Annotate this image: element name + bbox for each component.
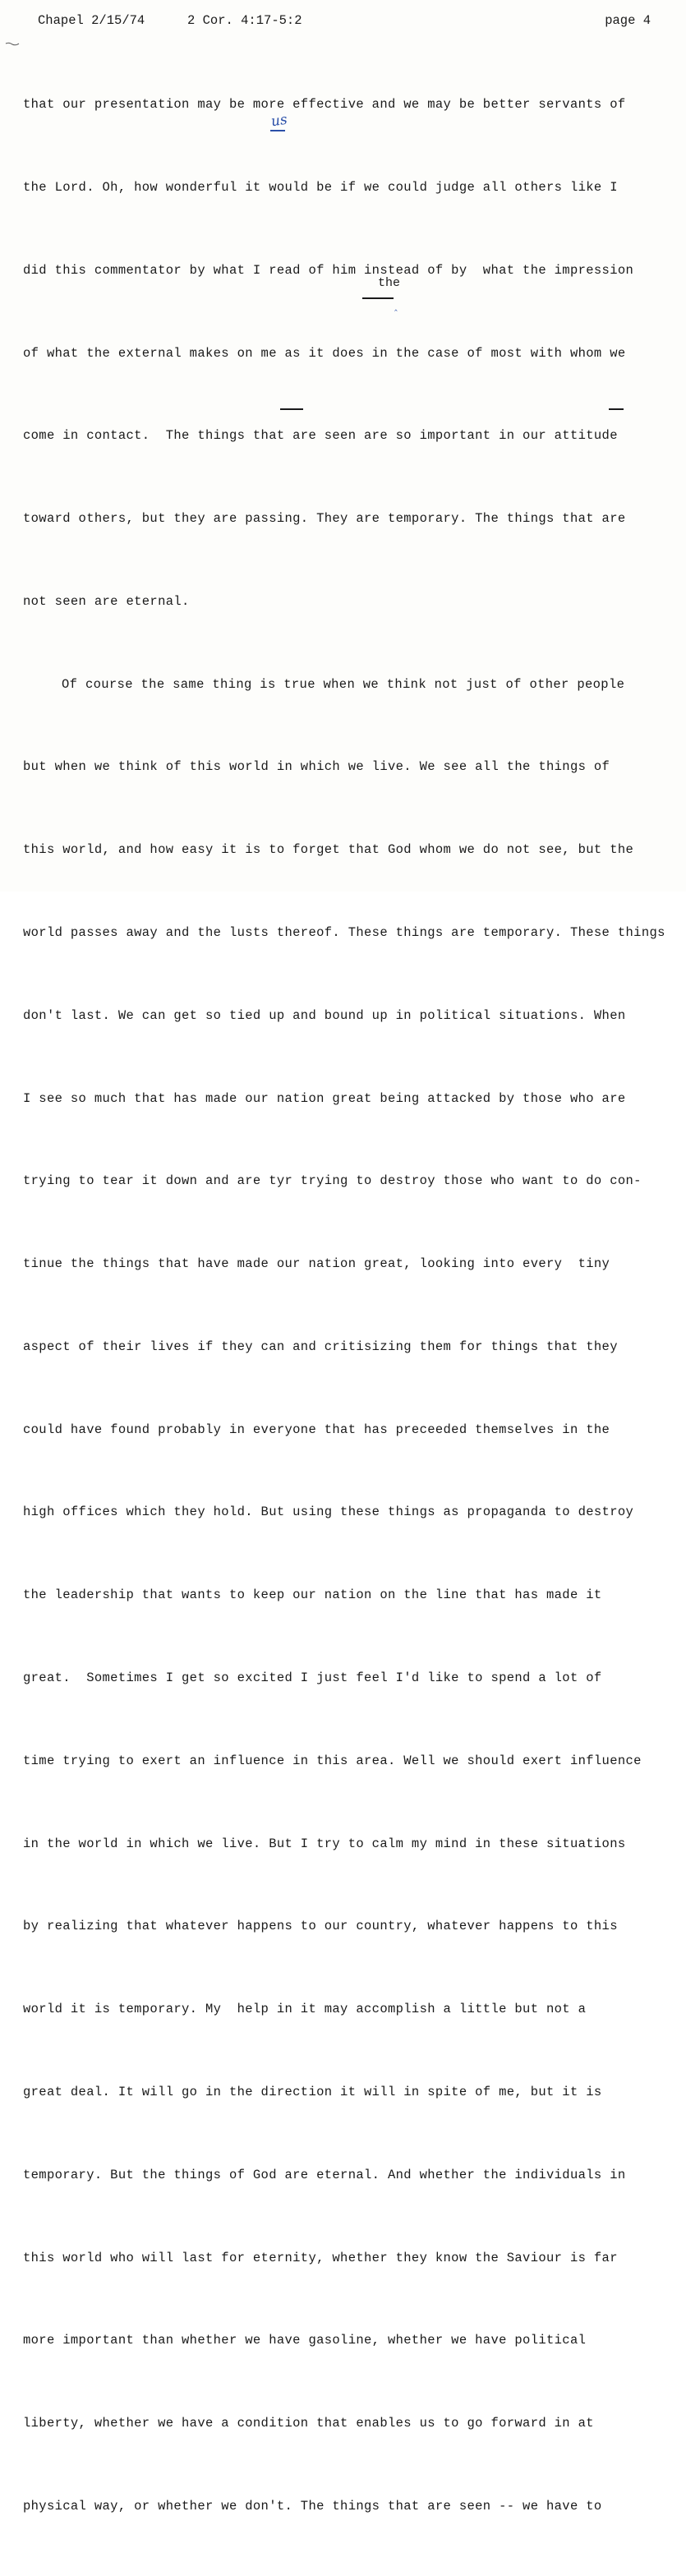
text-line: more important than whether we have gasoline, whether we have political [23, 2333, 587, 2348]
text-line: great deal. It will go in the direction it will in spite of me, but it is [23, 2084, 602, 2099]
text-line: world passes away and the lusts thereof. These things are temporary. These things [23, 925, 665, 940]
text-line: come in contact. The things that are seen are so important in our attitude [23, 428, 618, 444]
margin-mark-icon [5, 41, 20, 48]
header-scripture-reference: 2 Cor. 4:17-5:2 [187, 13, 302, 28]
text-line: of what the external makes on me as it does in the case of most with whom we [23, 345, 626, 361]
header-chapel-date: Chapel 2/15/74 [38, 13, 145, 28]
text-line: that our presentation may be more effective and we may be better servants of [23, 97, 626, 113]
text-line: liberty, whether we have a condition that enables us to go forward in at [23, 2416, 594, 2431]
text-line: the leadership that wants to keep our nation on the line that has made it [23, 1588, 602, 1603]
text-line: I see so much that has made our nation great being attacked by those who are [23, 1090, 626, 1106]
strike-do [609, 408, 624, 410]
text-line: this world who will last for eternity, whether they know the Saviour is far [23, 2250, 618, 2265]
page-header [38, 10, 662, 31]
text-line: the Lord. Oh, how wonderful it would be if we could judge all others like I [23, 179, 618, 195]
text-line: temporary. But the things of God are eternal. And whether the individuals in [23, 2167, 626, 2182]
strike-that [362, 297, 394, 299]
text-line: tinue the things that have made our nation great, looking into every tiny [23, 1256, 610, 1272]
handwritten-correction-us: us [269, 111, 288, 131]
text-line: trying to tear it down and are tyr trying to destroy those who want to do con- [23, 1173, 642, 1189]
text-line: aspect of their lives if they can and critisizing them for things that they [23, 1339, 618, 1354]
text-line: high offices which they hold. But using these things as propaganda to destroy [23, 1505, 634, 1520]
typed-insertion-the: the [378, 276, 401, 290]
paragraph-start-line: Of course the same thing is true when we think not just of other people [62, 676, 625, 692]
text-line: not seen are eternal. [23, 593, 190, 609]
correction-strike-me [270, 130, 285, 131]
transcript-body [23, 36, 680, 2576]
insertion-caret-icon: ‸ [394, 302, 398, 312]
strike-tyr [280, 408, 303, 410]
text-line: but when we think of this world in which we live. We see all the things of [23, 759, 610, 775]
text-line: toward others, but they are passing. They are temporary. The things that are [23, 511, 626, 527]
text-line: time trying to exert an influence in this area. Well we should exert influence [23, 1753, 642, 1768]
text-line: by realizing that whatever happens to our country, whatever happens to this [23, 1919, 618, 1934]
text-line: in the world in which we live. But I try to calm my mind in these situations [23, 1836, 626, 1851]
text-line: did this commentator by what I read of him instead of by what the impression [23, 262, 634, 278]
text-line: great. Sometimes I get so excited I just feel I'd like to spend a lot of [23, 1670, 602, 1686]
text-line: world it is temporary. My help in it may accomplish a little but not a [23, 2002, 587, 2017]
text-line: this world, and how easy it is to forget that God whom we do not see, but the [23, 842, 634, 858]
text-line: don't last. We can get so tied up and bound up in political situations. When [23, 1007, 626, 1023]
header-page-number: page 4 [605, 13, 651, 28]
text-line: physical way, or whether we don't. The things that are seen -- we have to [23, 2498, 602, 2514]
text-line: could have found probably in everyone that has preceeded themselves in the [23, 1422, 610, 1437]
